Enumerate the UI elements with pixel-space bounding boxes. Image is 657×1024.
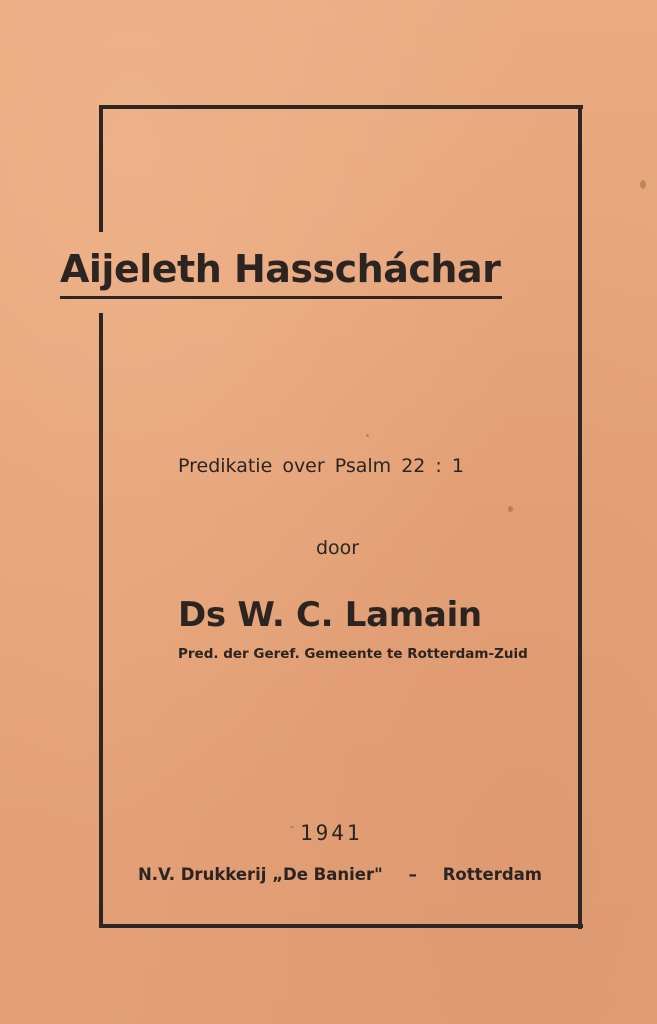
paper-speck xyxy=(640,180,646,189)
publisher-city: Rotterdam xyxy=(442,865,542,884)
frame-top-border xyxy=(99,105,583,109)
frame-right-border xyxy=(578,107,582,929)
cover-title: Aijeleth Hasscháchar xyxy=(60,247,501,291)
author-affiliation: Pred. der Geref. Gemeente te Rotterdam-Zuid xyxy=(178,646,528,662)
publisher-name: N.V. Drukkerij „De Banier" xyxy=(138,865,383,884)
cover-subtitle: Predikatie over Psalm 22 : 1 xyxy=(178,455,464,477)
publisher-line xyxy=(138,862,542,888)
paper-speck xyxy=(508,506,513,512)
author-name: Ds W. C. Lamain xyxy=(178,595,482,635)
paper-speck xyxy=(366,434,369,437)
frame-left-border-upper xyxy=(99,105,103,232)
publisher-dash: – xyxy=(408,865,417,884)
title-underline xyxy=(60,296,502,299)
frame-left-border-lower xyxy=(99,313,103,928)
publication-year: 1941 xyxy=(300,821,363,845)
paper-speck xyxy=(290,826,294,828)
frame-bottom-border xyxy=(99,924,583,928)
by-label: door xyxy=(316,537,360,559)
